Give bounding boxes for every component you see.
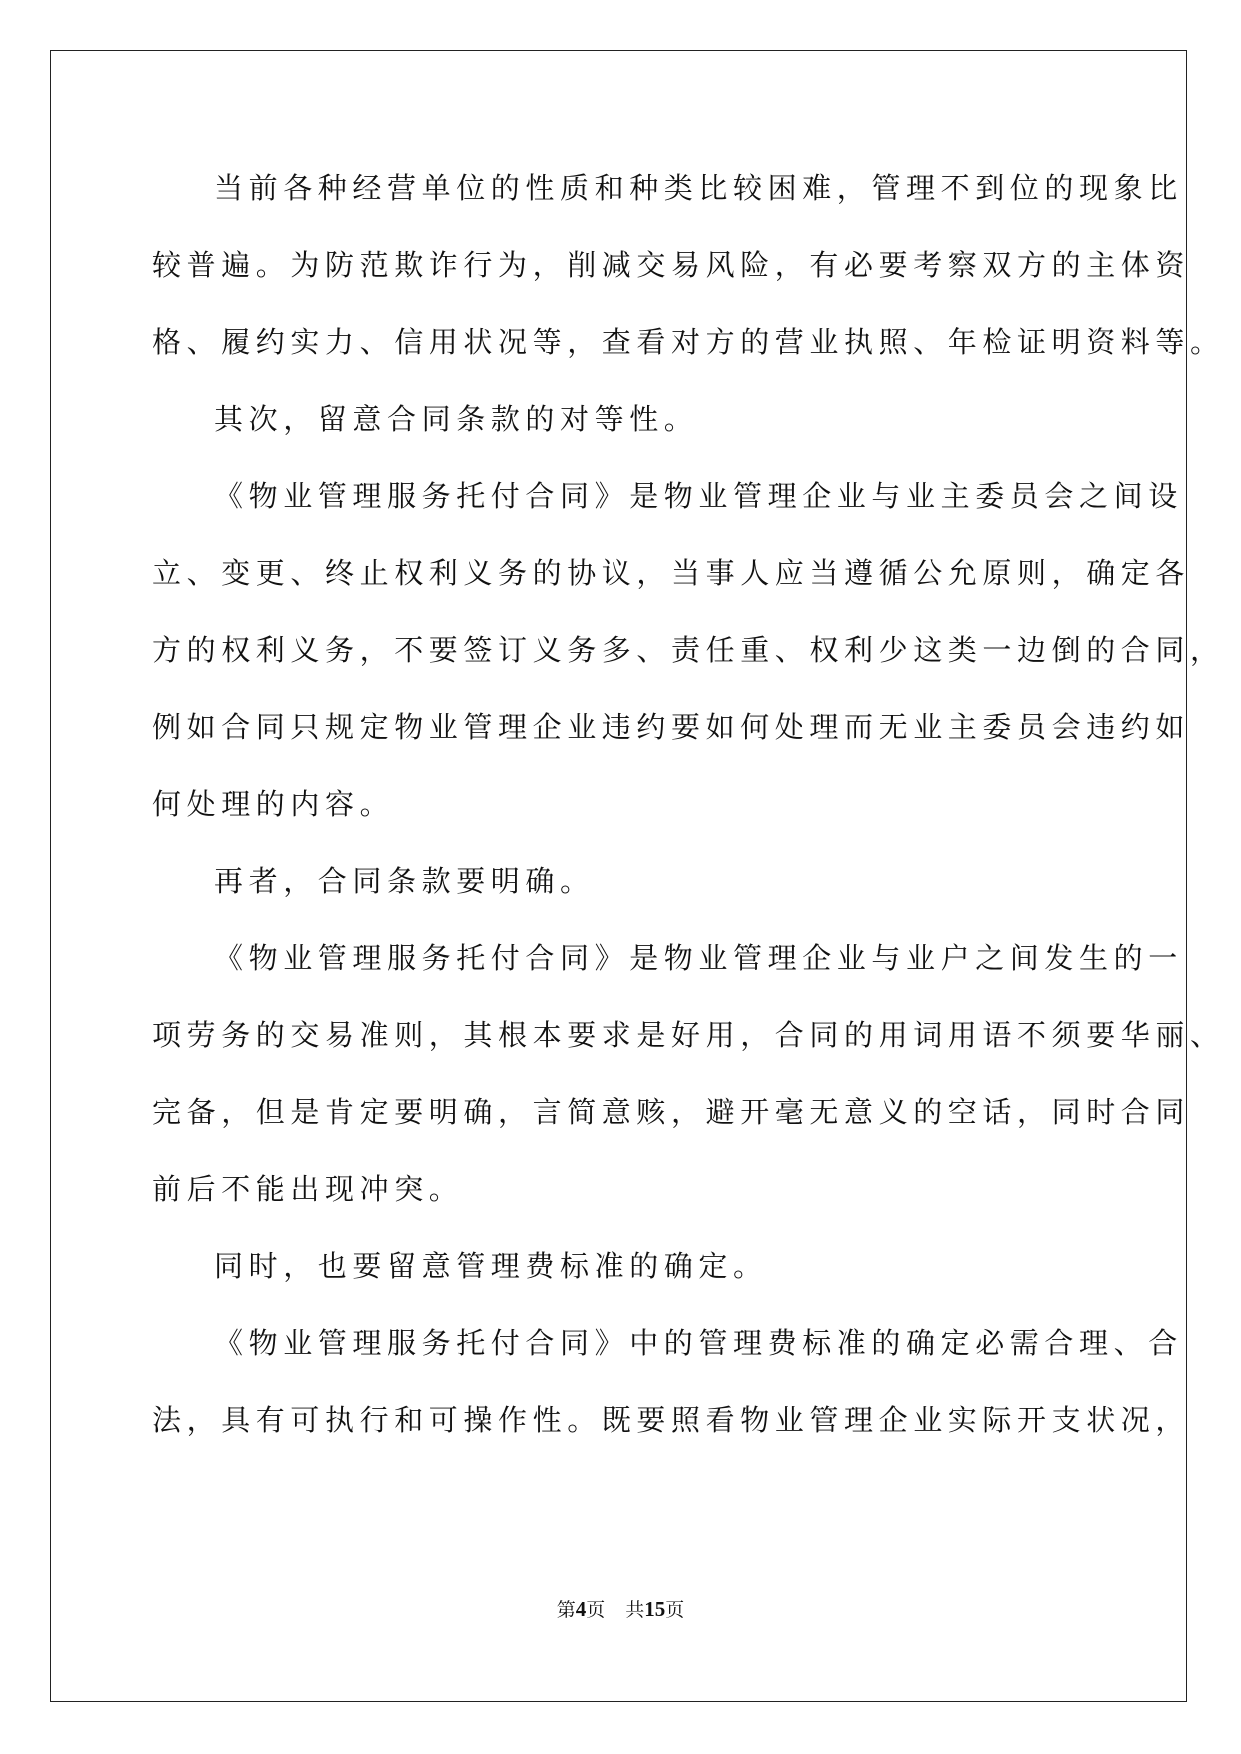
text-line-7: 方的权利义务，不要签订义务多、责任重、权利少这类一边倒的合同，	[152, 633, 1225, 667]
text-line-9: 何处理的内容。	[152, 787, 395, 821]
text-line-3: 格、履约实力、信用状况等，查看对方的营业执照、年检证明资料等。	[152, 325, 1225, 359]
text-line-5: 《物业管理服务托付合同》是物业管理企业与业主委员会之间设	[214, 479, 1183, 513]
total-prefix: 共	[625, 1599, 645, 1621]
text-line-8: 例如合同只规定物业管理企业违约要如何处理而无业主委员会违约如	[152, 710, 1191, 744]
text-line-6: 立、变更、终止权利义务的协议，当事人应当遵循公允原则，确定各	[152, 556, 1191, 590]
text-line-14: 前后不能出现冲突。	[152, 1172, 464, 1206]
text-line-12: 项劳务的交易准则，其根本要求是好用，合同的用词用语不须要华丽、	[152, 1018, 1225, 1052]
total-pages: 15	[644, 1597, 666, 1621]
text-line-2: 较普遍。为防范欺诈行为，削减交易风险，有必要考察双方的主体资	[152, 248, 1191, 282]
text-line-16: 《物业管理服务托付合同》中的管理费标准的确定必需合理、合	[214, 1326, 1183, 1360]
page-prefix: 第	[556, 1599, 576, 1621]
text-line-17: 法，具有可执行和可操作性。既要照看物业管理企业实际开支状况，	[152, 1403, 1191, 1437]
text-line-10: 再者，合同条款要明确。	[214, 864, 595, 898]
text-line-4: 其次，留意合同条款的对等性。	[214, 402, 699, 436]
text-line-13: 完备，但是肯定要明确，言简意赅，避开毫无意义的空话，同时合同	[152, 1095, 1191, 1129]
text-line-15: 同时，也要留意管理费标准的确定。	[214, 1249, 768, 1283]
page-suffix: 页	[586, 1599, 606, 1621]
total-suffix: 页	[665, 1599, 685, 1621]
document-body	[152, 150, 1225, 1459]
page-number: 4	[575, 1597, 587, 1621]
text-line-1: 当前各种经营单位的性质和种类比较困难，管理不到位的现象比	[214, 171, 1183, 205]
page-footer	[0, 1595, 1241, 1622]
text-line-11: 《物业管理服务托付合同》是物业管理企业与业户之间发生的一	[214, 941, 1183, 975]
